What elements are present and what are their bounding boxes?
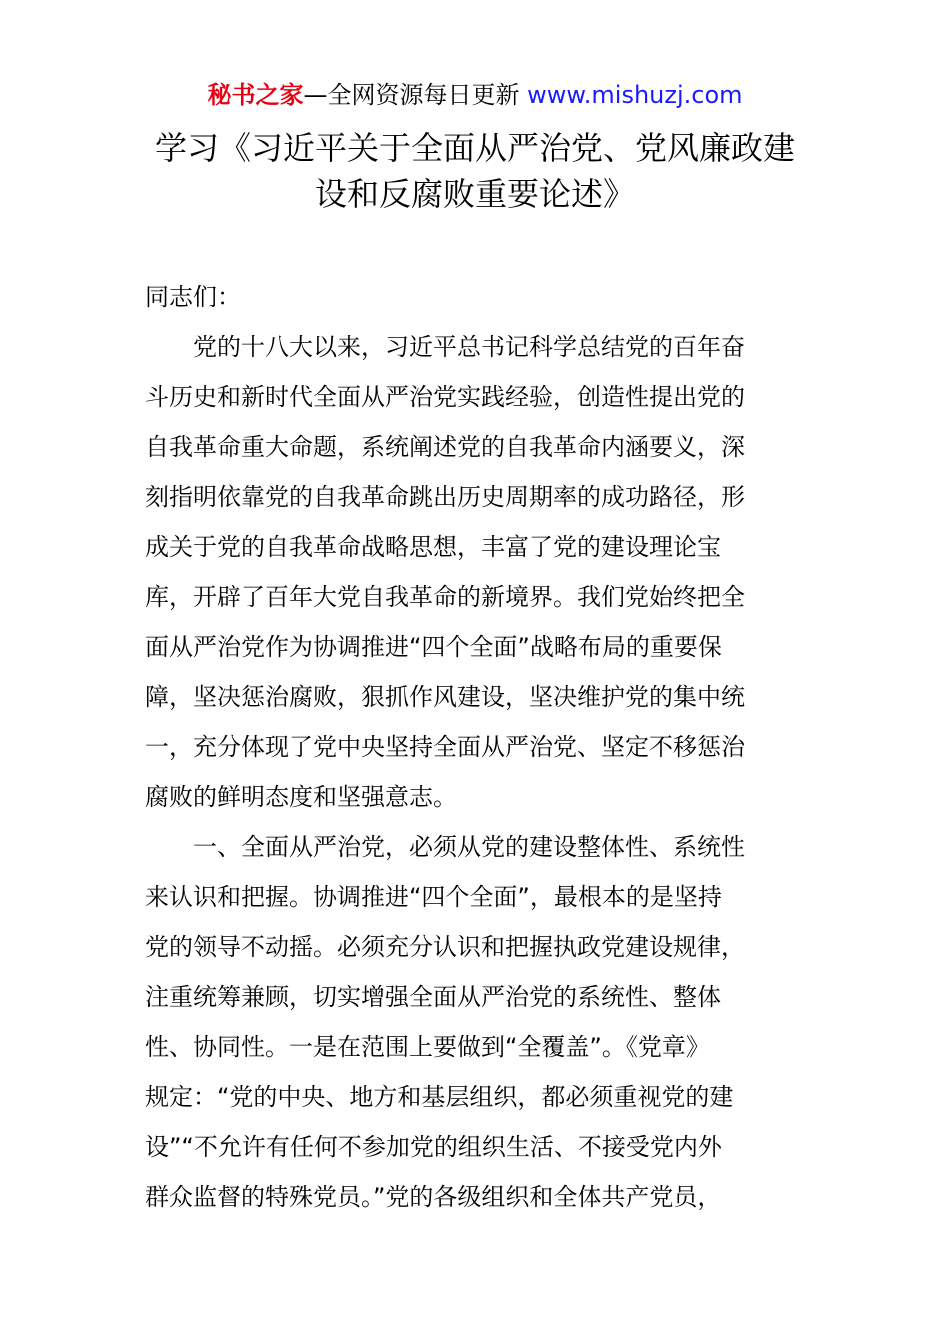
site-url-link[interactable]: www.mishuzj.com [527,81,743,109]
paragraph-line: 党的领导不动摇。必须充分认识和把握执政党建设规律， [145,933,745,961]
paragraph-line: 腐败的鲜明态度和坚强意志。 [145,783,457,811]
document-title [0,125,950,217]
paragraph-line: 来认识和把握。协调推进“四个全面”，最根本的是坚持 [145,883,722,911]
brand-name: 秘书之家 [207,81,304,109]
paragraph-line: 刻指明依靠党的自我革命跳出历史周期率的成功路径，形 [145,483,745,511]
document-body [145,272,825,1222]
paragraph-line: 成关于党的自我革命战略思想，丰富了党的建设理论宝 [145,533,721,561]
paragraph-line: 设”“不允许有任何不参加党的组织生活、不接受党内外 [145,1133,722,1161]
salutation: 同志们： [145,283,241,311]
paragraph-line: 注重统筹兼顾，切实增强全面从严治党的系统性、整体 [145,983,721,1011]
paragraph-line: 群众监督的特殊党员。”党的各级组织和全体共产党员， [145,1183,722,1211]
paragraph-line: 障，坚决惩治腐败，狠抓作风建设，坚决维护党的集中统 [145,683,745,711]
paragraph-line: 性、协同性。一是在范围上要做到“全覆盖”。《党章》 [145,1033,710,1061]
paragraph-line: 一，充分体现了党中央坚持全面从严治党、坚定不移惩治 [145,733,745,761]
site-header [0,78,950,112]
paragraph-line: 库，开辟了百年大党自我革命的新境界。我们党始终把全 [145,583,745,611]
paragraph-line: 自我革命重大命题，系统阐述党的自我革命内涵要义，深 [145,433,745,461]
paragraph-line: 面从严治党作为协调推进“四个全面”战略布局的重要保 [145,633,722,661]
paragraph-line: 规定：“党的中央、地方和基层组织，都必须重视党的建 [145,1083,734,1111]
paragraph-line: 党的十八大以来，习近平总书记科学总结党的百年奋 [193,333,745,361]
paragraph-line: 一、全面从严治党，必须从党的建设整体性、系统性 [193,833,745,861]
paragraph-line: 斗历史和新时代全面从严治党实践经验，创造性提出党的 [145,383,745,411]
header-tagline: —全网资源每日更新 [303,81,528,109]
title-line-2: 设和反腐败重要论述》 [314,175,635,213]
title-line-1: 学习《习近平关于全面从严治党、党风廉政建 [154,129,795,167]
